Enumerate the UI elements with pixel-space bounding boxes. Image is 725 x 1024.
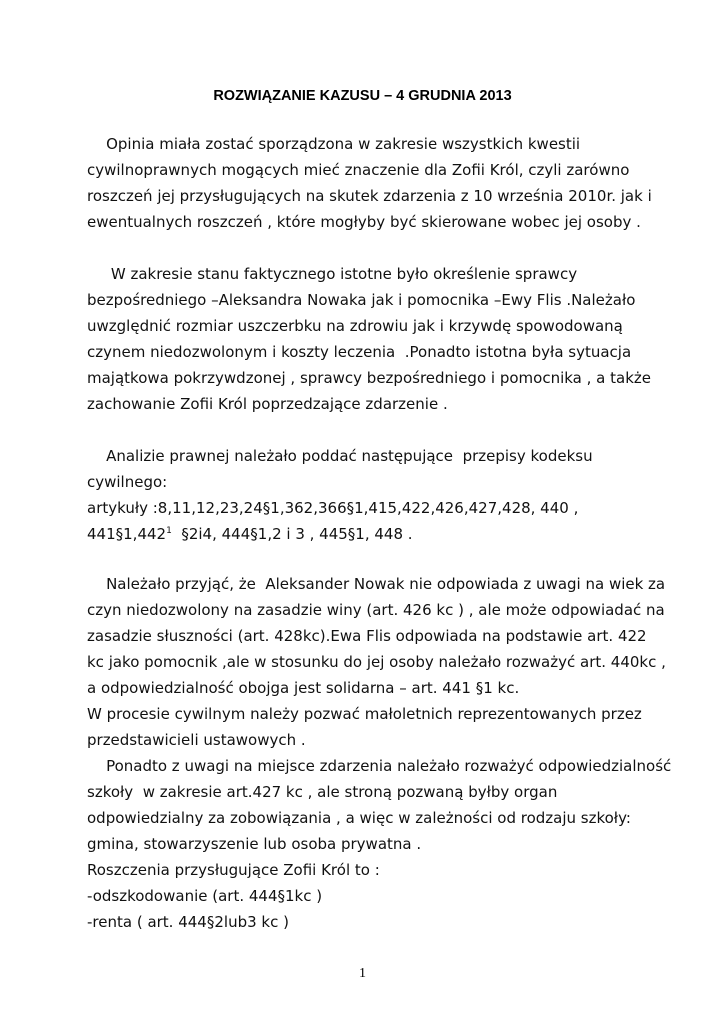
document-title: ROZWIĄZANIE KAZUSU – 4 GRUDNIA 2013 <box>213 88 512 104</box>
paragraph-line: cywilnoprawnych mogących mieć znaczenie dla Zofii Król, czyli zarówno <box>87 161 630 179</box>
paragraph-line: roszczeń jej przysługujących na skutek zdarzenia z 10 września 2010r. jak i <box>87 187 652 205</box>
paragraph-line: zasadzie słuszności (art. 428kc).Ewa Flis odpowiada na podstawie art. 422 <box>87 627 647 645</box>
paragraph-line: szkoły w zakresie art.427 kc , ale stroną pozwaną byłby organ <box>87 783 558 801</box>
list-item: -odszkodowanie (art. 444§1kc ) <box>87 887 323 905</box>
paragraph-line: bezpośredniego –Aleksandra Nowaka jak i pomocnika –Ewy Flis .Należało <box>87 291 636 309</box>
paragraph-line: Roszczenia przysługujące Zofii Król to : <box>87 861 380 879</box>
page-number: 1 <box>359 966 366 981</box>
paragraph-line: ewentualnych roszczeń , które mogłyby być skierowane wobec jej osoby . <box>87 213 641 231</box>
paragraph-line: a odpowiedzialność obojga jest solidarna – art. 441 §1 kc. <box>87 679 520 697</box>
paragraph-line: Analizie prawnej należało poddać następujące przepisy kodeksu <box>87 447 593 465</box>
articles-line: artykuły :8,11,12,23,24§1,362,366§1,415,422,426,427,428, 440 , <box>87 499 579 517</box>
list-item: -renta ( art. 444§2lub3 kc ) <box>87 913 289 931</box>
paragraph-line: W zakresie stanu faktycznego istotne było określenie sprawcy <box>87 265 578 283</box>
paragraph-line: kc jako pomocnik ,ale w stosunku do jej osoby należało rozważyć art. 440kc , <box>87 653 666 671</box>
articles-line-2-end: §2i4, 444§1,2 i 3 , 445§1, 448 . <box>171 525 413 543</box>
paragraph-line: majątkowa pokrzywdzonej , sprawcy bezpośredniego i pomocnika , a także <box>87 369 651 387</box>
paragraph-line: zachowanie Zofii Król poprzedzające zdarzenie . <box>87 395 448 413</box>
paragraph-line: odpowiedzialny za zobowiązania , a więc w zależności od rodzaju szkoły: <box>87 809 631 827</box>
superscript: 1 <box>166 526 172 536</box>
paragraph-line: Opinia miała zostać sporządzona w zakresie wszystkich kwestii <box>87 135 581 153</box>
paragraph-line: uwzględnić rozmiar uszczerbku na zdrowiu jak i krzywdę spowodowaną <box>87 317 623 335</box>
paragraph-line: W procesie cywilnym należy pozwać małoletnich reprezentowanych przez <box>87 705 642 723</box>
paragraph-line: Ponadto z uwagi na miejsce zdarzenia należało rozważyć odpowiedzialność <box>87 757 672 775</box>
paragraph-line: gmina, stowarzyszenie lub osoba prywatna . <box>87 835 422 853</box>
paragraph-line: przedstawicieli ustawowych . <box>87 731 306 749</box>
articles-line-2 <box>87 524 413 544</box>
paragraph-line: Należało przyjąć, że Aleksander Nowak nie odpowiada z uwagi na wiek za <box>87 575 666 593</box>
paragraph-line: cywilnego: <box>87 473 168 491</box>
paragraph-line: czynem niedozwolonym i koszty leczenia .Ponadto istotna była sytuacja <box>87 343 632 361</box>
articles-line-2-start: 441§1,442 <box>87 525 167 543</box>
paragraph-line: czyn niedozwolony na zasadzie winy (art. 426 kc ) , ale może odpowiadać na <box>87 601 665 619</box>
